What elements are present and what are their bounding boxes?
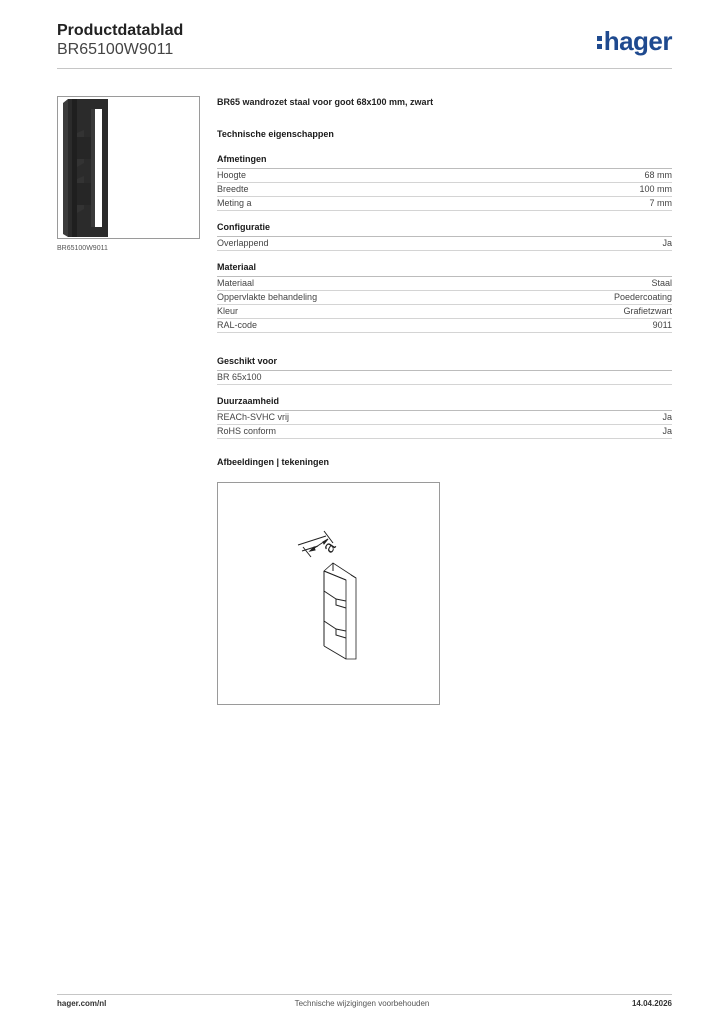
spec-value: Poedercoating — [613, 292, 672, 302]
spec-value: Grafietzwart — [623, 306, 672, 316]
spec-group-configuration — [217, 222, 672, 251]
spec-row — [217, 183, 672, 197]
spec-value: 68 mm — [644, 170, 672, 180]
spec-label: RAL-code — [217, 320, 258, 330]
spec-group-sustainability — [217, 396, 672, 439]
spec-label: BR 65x100 — [217, 372, 262, 382]
spec-group-suitable-for — [217, 356, 672, 385]
group-title: Materiaal — [217, 262, 672, 277]
product-details — [217, 97, 672, 471]
spec-row — [217, 169, 672, 183]
spec-value: 9011 — [652, 320, 672, 330]
footer-website-link[interactable]: hager.com/nl — [57, 999, 107, 1008]
spec-label: Breedte — [217, 184, 249, 194]
product-code: BR65100W9011 — [57, 41, 174, 58]
spec-value: Ja — [662, 238, 672, 248]
spec-label: Kleur — [217, 306, 239, 316]
spec-row — [217, 291, 672, 305]
spec-row — [217, 411, 672, 425]
footer-notice: Technische wijzigingen voorbehouden — [294, 999, 430, 1008]
hager-logo[interactable] — [597, 28, 672, 54]
drawings-title: Afbeeldingen | tekeningen — [217, 457, 330, 467]
group-title: Configuratie — [217, 222, 672, 237]
technical-drawing-icon — [218, 483, 439, 704]
spec-row — [217, 319, 672, 333]
spec-row — [217, 371, 672, 385]
spec-label: Oppervlakte behandeling — [217, 292, 318, 302]
group-title: Afmetingen — [217, 154, 672, 169]
spec-label: Meting a — [217, 198, 252, 208]
group-title: Geschikt voor — [217, 356, 672, 371]
spec-value: Ja — [662, 426, 672, 436]
spec-value: 100 mm — [639, 184, 672, 194]
footer-date: 14.04.2026 — [631, 999, 672, 1008]
spec-label: Materiaal — [217, 278, 255, 288]
header-divider — [57, 68, 672, 69]
product-image-caption: BR65100W9011 — [57, 245, 108, 252]
spec-row — [217, 277, 672, 291]
spec-value: Staal — [651, 278, 672, 288]
spec-row — [217, 197, 672, 211]
dimension-label: a — [318, 537, 340, 557]
footer-divider — [57, 994, 672, 995]
spec-group-material — [217, 262, 672, 333]
spec-row — [217, 237, 672, 251]
spec-row — [217, 305, 672, 319]
spec-row — [217, 425, 672, 439]
product-image — [57, 96, 200, 239]
spec-group-dimensions — [217, 154, 672, 211]
wall-end-cap-product-photo-icon — [58, 97, 199, 238]
page-title: Productdatablad — [57, 22, 184, 39]
spec-value: Ja — [662, 412, 672, 422]
logo-text: hager — [603, 26, 672, 56]
group-title: Duurzaamheid — [217, 396, 672, 411]
spec-title: Technische eigenschappen — [217, 129, 334, 139]
logo-dots-icon — [597, 32, 603, 50]
technical-drawing — [217, 482, 440, 705]
spec-value: 7 mm — [649, 198, 672, 208]
spec-label: REACh-SVHC vrij — [217, 412, 290, 422]
product-description: BR65 wandrozet staal voor goot 68x100 mm, zwart — [217, 97, 434, 107]
spec-label: Overlappend — [217, 238, 269, 248]
spec-label: Hoogte — [217, 170, 247, 180]
spec-label: RoHS conform — [217, 426, 277, 436]
